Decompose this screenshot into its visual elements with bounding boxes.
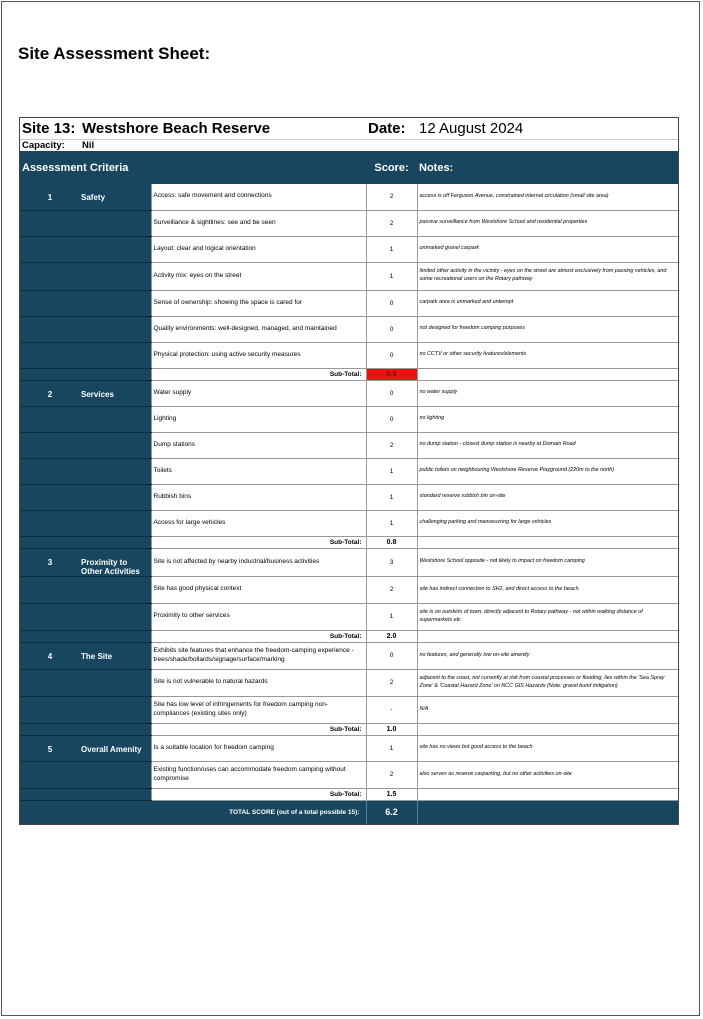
criterion-note: site has no views but good access to the beach — [417, 735, 678, 761]
criterion-row — [20, 380, 678, 406]
subtotal-note-cell — [417, 723, 678, 735]
section-number-cell — [20, 669, 80, 696]
criterion-text: Site has low level of infringements for freedom camping non-compliances (existing sites only) — [151, 696, 366, 723]
section-number-cell — [20, 290, 80, 316]
section-name-cell — [80, 236, 151, 262]
section-name-cell — [80, 696, 151, 723]
section-name: Proximity to Other Activities — [80, 548, 151, 576]
criterion-score: 2 — [366, 432, 417, 458]
subtotal-value: 2.0 — [366, 630, 417, 642]
section-name-cell — [80, 723, 151, 735]
capacity-label: Capacity: — [20, 139, 80, 151]
criterion-note: adjacent to the coast, not currently at risk from coastal processes or flooding, lies within the 'Sea Spray Zone' & 'Coastal Hazard Zone' on NCC GIS Hazards (Note: gravel bund mitigation) — [417, 669, 678, 696]
criterion-text: Proximity to other services — [151, 603, 366, 630]
section-name-cell — [80, 316, 151, 342]
criterion-score: 0 — [366, 642, 417, 669]
criterion-score: 1 — [366, 236, 417, 262]
criterion-note: Westshore School opposite - not likely to impact on freedom camping — [417, 548, 678, 576]
criterion-score: 2 — [366, 669, 417, 696]
criteria-column-header: Assessment Criteria — [20, 151, 366, 184]
criterion-score: 0 — [366, 380, 417, 406]
section-number: 2 — [20, 380, 80, 406]
section-number-cell — [20, 406, 80, 432]
section-number: 3 — [20, 548, 80, 576]
subtotal-row — [20, 723, 678, 735]
section-number-cell — [20, 761, 80, 788]
criterion-note: standard reserve rubbish bin on-site — [417, 484, 678, 510]
capacity-value: Nil — [80, 139, 678, 151]
section-name-cell — [80, 536, 151, 548]
section-number-cell — [20, 432, 80, 458]
section-number-cell — [20, 536, 80, 548]
criterion-text: Lighting — [151, 406, 366, 432]
criterion-row — [20, 406, 678, 432]
criterion-row — [20, 432, 678, 458]
subtotal-row — [20, 630, 678, 642]
section-number-cell — [20, 316, 80, 342]
criterion-row — [20, 696, 678, 723]
site-header-row — [20, 118, 678, 139]
criterion-row — [20, 669, 678, 696]
criterion-row — [20, 735, 678, 761]
section-number-cell — [20, 630, 80, 642]
section-name-cell — [80, 669, 151, 696]
total-score-label: TOTAL SCORE (out of a total possible 15): — [151, 800, 366, 824]
subtotal-note-cell — [417, 368, 678, 380]
criterion-row — [20, 548, 678, 576]
criterion-score: 1 — [366, 603, 417, 630]
section-name: Overall Amenity — [80, 735, 151, 761]
criterion-text: Rubbish bins — [151, 484, 366, 510]
subtotal-label: Sub-Total: — [151, 536, 366, 548]
criterion-note: not designed for freedom camping purposes — [417, 316, 678, 342]
criterion-note: no water supply — [417, 380, 678, 406]
criterion-score: 2 — [366, 576, 417, 603]
total-score-value: 6.2 — [366, 800, 417, 824]
criterion-score: 0 — [366, 406, 417, 432]
section-number-cell — [20, 236, 80, 262]
criterion-note: carpark area is unmarked and unkempt — [417, 290, 678, 316]
column-header-row — [20, 151, 678, 184]
criterion-row — [20, 262, 678, 290]
criterion-row — [20, 484, 678, 510]
criterion-row — [20, 184, 678, 210]
criterion-row — [20, 210, 678, 236]
subtotal-row — [20, 536, 678, 548]
criterion-note: site is on outskirts of town, directly adjacent to Rotary pathway - not within walking distance of supermarkets etc — [417, 603, 678, 630]
criterion-row — [20, 510, 678, 536]
criterion-note: N/A — [417, 696, 678, 723]
section-name-cell — [80, 458, 151, 484]
criterion-row — [20, 642, 678, 669]
subtotal-label: Sub-Total: — [151, 788, 366, 800]
criterion-score: 2 — [366, 210, 417, 236]
section-number-cell — [20, 510, 80, 536]
section-number-cell — [20, 262, 80, 290]
section-name-cell — [80, 603, 151, 630]
criterion-row — [20, 236, 678, 262]
criterion-text: Site has good physical context — [151, 576, 366, 603]
criterion-row — [20, 603, 678, 630]
criterion-text: Activity mix: eyes on the street — [151, 262, 366, 290]
section-name-cell — [80, 432, 151, 458]
section-name-cell — [80, 368, 151, 380]
site-name: Westshore Beach Reserve — [82, 119, 271, 137]
section-number-cell — [20, 484, 80, 510]
criterion-text: Existing function/uses can accommodate freedom camping without compromise — [151, 761, 366, 788]
criterion-text: Surveillance & sightlines: see and be seen — [151, 210, 366, 236]
criterion-text: Dump stations — [151, 432, 366, 458]
criterion-text: Water supply — [151, 380, 366, 406]
criterion-note: site has indirect connection to SH2, and direct access to the beach — [417, 576, 678, 603]
subtotal-row — [20, 368, 678, 380]
criterion-score: 1 — [366, 510, 417, 536]
section-number-cell — [20, 696, 80, 723]
subtotal-value: 0.9 — [366, 368, 417, 380]
section-name-cell — [80, 788, 151, 800]
assessment-table — [20, 118, 678, 824]
criterion-score: 1 — [366, 735, 417, 761]
criterion-note: no dump station - closest dump station is nearby at Domain Road — [417, 432, 678, 458]
criterion-note: no lighting — [417, 406, 678, 432]
section-number-cell — [20, 342, 80, 368]
subtotal-row — [20, 788, 678, 800]
criterion-score: 2 — [366, 761, 417, 788]
section-number: 5 — [20, 735, 80, 761]
criterion-score: 2 — [366, 184, 417, 210]
section-number-cell — [20, 723, 80, 735]
criterion-note: access is off Ferguson Avenue, constrained internal circulation (small site area) — [417, 184, 678, 210]
section-number-cell — [20, 458, 80, 484]
date-value: 12 August 2024 — [419, 119, 524, 137]
criterion-row — [20, 761, 678, 788]
section-name-cell — [80, 342, 151, 368]
criterion-text: Toilets — [151, 458, 366, 484]
criterion-text: Site is not affected by nearby industrial/business activities — [151, 548, 366, 576]
criterion-note: also serves as reserve carparking, but no other activities on-site — [417, 761, 678, 788]
page-title: Site Assessment Sheet: — [18, 44, 211, 63]
criterion-row — [20, 458, 678, 484]
assessment-sheet — [19, 117, 679, 825]
criterion-score: 0 — [366, 316, 417, 342]
date-label: Date: — [368, 119, 406, 137]
criterion-note: unmarked gravel carpark — [417, 236, 678, 262]
criterion-note: challenging parking and manoeuvring for large vehicles — [417, 510, 678, 536]
criterion-score: 1 — [366, 262, 417, 290]
section-number-cell — [20, 210, 80, 236]
criterion-text: Physical protection: using active security measures — [151, 342, 366, 368]
criterion-score: 0 — [366, 290, 417, 316]
section-number-cell — [20, 788, 80, 800]
criterion-text: Access: safe movement and connections — [151, 184, 366, 210]
criterion-score: 1 — [366, 458, 417, 484]
subtotal-value: 0.8 — [366, 536, 417, 548]
subtotal-note-cell — [417, 536, 678, 548]
criterion-score: - — [366, 696, 417, 723]
section-name-cell — [80, 484, 151, 510]
section-name-cell — [80, 630, 151, 642]
section-number-cell — [20, 368, 80, 380]
section-number: 1 — [20, 184, 80, 210]
criterion-text: Exhibits site features that enhance the freedom-camping experience - trees/shade/bollards/signage/surface/marking — [151, 642, 366, 669]
criterion-text: Layout: clear and logical orientation — [151, 236, 366, 262]
section-name-cell — [80, 406, 151, 432]
section-name-cell — [80, 262, 151, 290]
criterion-text: Sense of ownership: showing the space is cared for — [151, 290, 366, 316]
total-note-cell — [417, 800, 678, 824]
notes-column-header: Notes: — [417, 151, 678, 184]
total-spacer — [20, 800, 151, 824]
criterion-text: Site is not vulnerable to natural hazards — [151, 669, 366, 696]
capacity-row — [20, 139, 678, 151]
subtotal-label: Sub-Total: — [151, 368, 366, 380]
section-name-cell — [80, 290, 151, 316]
section-number-cell — [20, 576, 80, 603]
score-column-header: Score: — [366, 151, 417, 184]
subtotal-label: Sub-Total: — [151, 630, 366, 642]
section-name-cell — [80, 761, 151, 788]
section-name-cell — [80, 576, 151, 603]
subtotal-note-cell — [417, 630, 678, 642]
criterion-note: passive surveillance from Westshore School and residential properties — [417, 210, 678, 236]
subtotal-value: 1.0 — [366, 723, 417, 735]
criterion-text: Is a suitable location for freedom camping — [151, 735, 366, 761]
section-name-cell — [80, 210, 151, 236]
section-name: Safety — [80, 184, 151, 210]
section-number-cell — [20, 603, 80, 630]
criterion-row — [20, 290, 678, 316]
section-name-cell — [80, 510, 151, 536]
criterion-note: no features, and generally low on-site amenity — [417, 642, 678, 669]
total-row — [20, 800, 678, 824]
section-name: Services — [80, 380, 151, 406]
criterion-row — [20, 342, 678, 368]
site-label: Site 13: — [22, 119, 76, 137]
criterion-note: public toilets on neighbouring Westshore Reserve Playground (220m to the north) — [417, 458, 678, 484]
criterion-row — [20, 576, 678, 603]
subtotal-value: 1.5 — [366, 788, 417, 800]
section-name: The Site — [80, 642, 151, 669]
subtotal-label: Sub-Total: — [151, 723, 366, 735]
section-number: 4 — [20, 642, 80, 669]
criterion-score: 3 — [366, 548, 417, 576]
criterion-score: 1 — [366, 484, 417, 510]
criterion-note: no CCTV or other security features/elements — [417, 342, 678, 368]
criterion-row — [20, 316, 678, 342]
criterion-text: Access for large vehicles — [151, 510, 366, 536]
criterion-text: Quality environments: well-designed, managed, and maintained — [151, 316, 366, 342]
criterion-score: 0 — [366, 342, 417, 368]
subtotal-note-cell — [417, 788, 678, 800]
criterion-note: limited other activity in the vicinity - eyes on the street are almost exclusively from passing vehicles, and some recreational users on the Rotary pathway — [417, 262, 678, 290]
